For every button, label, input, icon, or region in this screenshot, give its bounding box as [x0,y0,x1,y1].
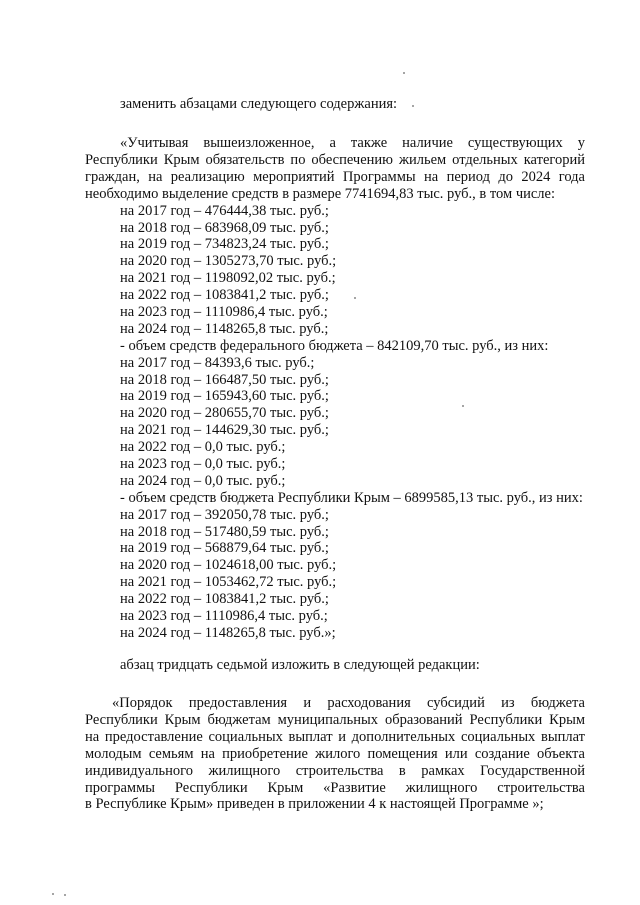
list-item: на 2019 год – 165943,60 тыс. руб.; [120,388,329,405]
procedure-line-5: индивидуального жилищного строительства в рамках Государственной [85,762,585,779]
list-item: на 2020 год – 280655,70 тыс. руб.; [120,405,329,422]
list-item: на 2017 год – 84393,6 тыс. руб.; [120,354,315,371]
list-item: на 2024 год – 0,0 тыс. руб.; [120,472,286,489]
list-item: на 2018 год – 683968,09 тыс. руб.; [120,219,329,236]
federal-budget-list [85,338,585,490]
procedure-paragraph [85,695,585,813]
scan-speck [354,297,356,299]
procedure-line-3: на предоставление социальных выплат и дополнительных социальных выплат [85,728,585,745]
list-item: на 2019 год – 568879,64 тыс. руб.; [120,540,329,557]
procedure-line-6: программы Республики Крым «Развитие жилищного строительства [85,779,585,796]
federal-budget-heading: - объем средств федерального бюджета – 842109,70 тыс. руб., из них: [120,337,549,354]
list-item: на 2021 год – 144629,30 тыс. руб.; [120,422,329,439]
list-item: на 2017 год – 476444,38 тыс. руб.; [120,202,329,219]
funding-section [85,135,585,642]
regional-budget-list [85,490,585,642]
list-item: на 2022 год – 0,0 тыс. руб.; [120,439,286,456]
intro-paragraph: заменить абзацами следующего содержания: [120,96,398,112]
procedure-line-2: Республики Крым бюджетам муниципальных образований Республики Крым [85,711,585,728]
list-item: на 2018 год – 166487,50 тыс. руб.; [120,371,329,388]
scan-speck [412,105,414,107]
list-item: на 2022 год – 1083841,2 тыс. руб.; [120,591,329,608]
list-item: на 2022 год – 1083841,2 тыс. руб.; [120,287,329,304]
procedure-line-7: в Республике Крым» приведен в приложении 4 к настоящей Программе »; [85,796,544,813]
total-by-year-list [85,203,585,338]
list-item: на 2024 год – 1148265,8 тыс. руб.; [120,320,329,337]
main-paragraph-line-3: граждан, на реализацию мероприятий Программы на период до 2024 года [85,168,585,185]
scan-speck [64,894,66,896]
list-item: на 2021 год – 1053462,72 тыс. руб.; [120,574,337,591]
list-item: на 2018 год – 517480,59 тыс. руб.; [120,523,329,540]
procedure-line-4: молодым семьям на приобретение жилого помещения или создание объекта [85,745,585,762]
list-item: на 2023 год – 1110986,4 тыс. руб.; [120,303,328,320]
scan-speck [52,893,54,895]
main-paragraph-line-4: необходимо выделение средств в размере 7741694,83 тыс. руб., в том числе: [85,185,556,202]
scan-speck [403,72,405,74]
scan-speck [462,405,464,407]
list-item: на 2020 год – 1024618,00 тыс. руб.; [120,557,337,574]
amendment-paragraph: абзац тридцать седьмой изложить в следующей редакции: [120,657,480,673]
list-item: на 2023 год – 0,0 тыс. руб.; [120,455,286,472]
list-item: на 2021 год – 1198092,02 тыс. руб.; [120,270,336,287]
list-item: на 2019 год – 734823,24 тыс. руб.; [120,236,329,253]
regional-budget-heading: - объем средств бюджета Республики Крым – 6899585,13 тыс. руб., из них: [120,489,583,506]
main-paragraph-line-2: Республики Крым обязательств по обеспечению жильем отдельных категорий [85,151,585,168]
procedure-line-1: «Порядок предоставления и расходования субсидий из бюджета [112,695,585,711]
list-item: на 2024 год – 1148265,8 тыс. руб.»; [120,624,336,641]
list-item: на 2017 год – 392050,78 тыс. руб.; [120,506,329,523]
list-item: на 2023 год – 1110986,4 тыс. руб.; [120,608,328,624]
list-item: на 2020 год – 1305273,70 тыс. руб.; [120,253,337,270]
main-paragraph-line-1: «Учитывая вышеизложенное, а также наличие существующих у [120,135,585,151]
